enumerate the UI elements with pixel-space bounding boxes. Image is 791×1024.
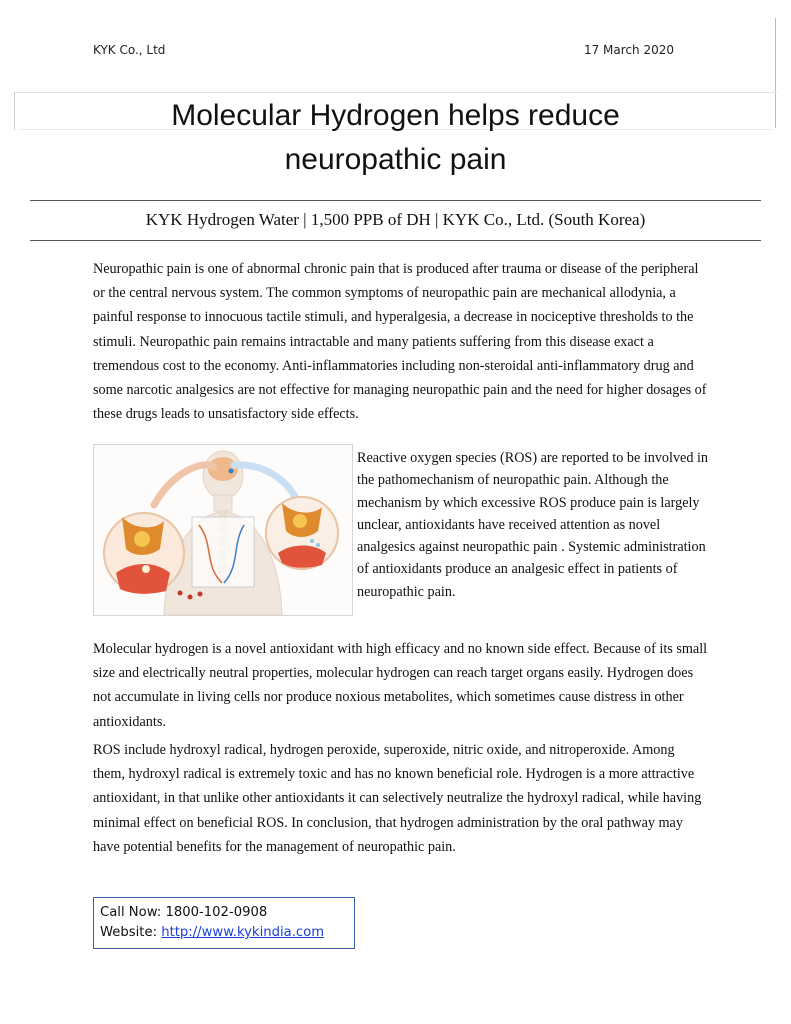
title-line-2: neuropathic pain: [284, 143, 507, 176]
website-line: [100, 923, 354, 943]
contact-box: [93, 897, 355, 949]
document-date: 17 March 2020: [583, 43, 674, 57]
website-link[interactable]: http://www.kykindia.com: [161, 925, 325, 940]
paragraph-molecular-hydrogen: Molecular hydrogen is a novel antioxidant with high efficacy and no known side effect. Because of its small size and electrically neutral properties, molecular hydrogen can reach target organs easily. Hydrogen does not accumulate in living cells nor produce noxious metabolites, which sometimes cause distress in other antioxidants.: [93, 641, 708, 730]
neuron-illustration: [93, 444, 353, 616]
subtitle-rule-top: [30, 200, 761, 201]
subtitle: KYK Hydrogen Water | 1,500 PPB of DH | KYK Co., Ltd. (South Korea): [145, 210, 646, 229]
header-band-top: [14, 92, 777, 93]
page-title: [30, 94, 761, 182]
phone-number[interactable]: 1800-102-0908: [165, 905, 268, 920]
page-frame-right: [775, 18, 776, 128]
call-now-line: [100, 903, 354, 923]
paragraph-intro: Neuropathic pain is one of abnormal chronic pain that is produced after trauma or disease of the peripheral or the central nervous system. The common symptoms of neuropathic pain are mechanical allodynia, a painful response to innocuous tactile stimuli, and hyperalgesia, a decrease in nociceptive thresholds to the stimuli. Neuropathic pain remains intractable and many patients suffering from this disease exact a tremendous cost to the economy. Anti-inflammatories including non-steroidal anti-inflammatory drug and some narcotic analgesics are not effective for managing neuropathic pain and the need for higher dosages of these drugs leads to unsatisfactory side effects.: [93, 261, 707, 423]
call-now-label: Call Now:: [100, 905, 166, 920]
company-name: KYK Co., Ltd: [93, 43, 166, 57]
neuron-synapse-left-icon: [104, 513, 184, 594]
header-band-left: [14, 92, 15, 130]
title-line-1: Molecular Hydrogen helps reduce: [171, 99, 620, 132]
neuron-synapse-right-icon: [266, 497, 338, 569]
paragraph-ros: Reactive oxygen species (ROS) are reported to be involved in the pathomechanism of neuropathic pain. Although the mechanism by which excessive ROS produce pain is largely unclear, antioxidants have received attention as novel analgesics against neuropathic pain . Systemic administration of antioxidants produce an analgesic effect in patients of neuropathic pain.: [357, 450, 709, 600]
subtitle-rule-bottom: [30, 240, 761, 241]
website-label: Website:: [100, 925, 162, 940]
paragraph-conclusion: ROS include hydroxyl radical, hydrogen peroxide, superoxide, nitric oxide, and nitroperoxide. Among them, hydroxyl radical is extremely toxic and has no known beneficial role. Hydrogen is a more attractive antioxidant, in that unlike other antioxidants it can selectively neutralize the hydroxyl radical, while having minimal effect on beneficial ROS. In conclusion, that hydrogen administration by the oral pathway may have potential benefits for the management of neuropathic pain.: [93, 742, 702, 855]
